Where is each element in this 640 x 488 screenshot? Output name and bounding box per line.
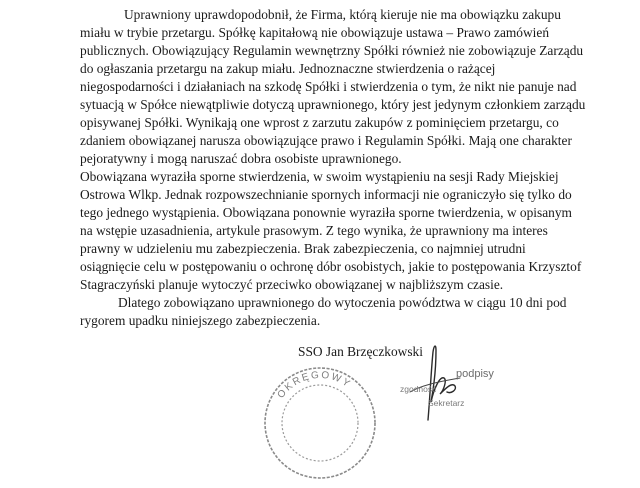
text-line: publicznych. Obowiązujący Regulamin wewnętrzny Spółki również nie zobowiązuje Zarządu: [80, 43, 584, 58]
text-line: do ogłaszania przetargu na zakup miału. Jednoznaczne stwierdzenia o rażącej: [80, 61, 496, 76]
text-line: Ostrowa Wlkp. Jednak rozpowszechnianie spornych informacji nie ograniczyło się tylko do: [80, 187, 572, 202]
text-line: osiągnięcie celu w postępowaniu o ochronę dóbr osobistych, jakie to postępowania Krzysztof: [80, 259, 582, 274]
text-line: prawny w udzieleniu mu zabezpieczenia. Brak zabezpieczenia, co najmniej utrudni: [80, 241, 526, 256]
text-line: Obowiązana wyraziła sporne stwierdzenia, w swoim wystąpieniu na sesji Rady Miejskiej: [80, 169, 559, 184]
court-stamp: [255, 358, 385, 488]
text-line: niegospodarności i działaniach na szkodę Spółki i stwierdzenia o tym, że nikt nie panuje nad: [80, 79, 577, 94]
text-line: Dlatego zobowiązano uprawnionego do wytoczenia powództwa w ciągu 10 dni pod: [118, 295, 567, 310]
text-line: rygorem upadku niniejszego zabezpieczenia.: [80, 313, 321, 328]
text-line: Uprawniony uprawdopodobnił, że Firma, którą kieruje nie ma obowiązku zakupu: [124, 7, 561, 22]
stamp-text-sekretarz: Sekretarz: [428, 398, 465, 408]
handwritten-signature: [400, 342, 490, 422]
judge-name: SSO Jan Brzęczkowski: [298, 344, 423, 359]
text-line: zdaniem obowiązanej narusza obowiązujące prawo i Regulamin Spółki. Mają one charakter: [80, 133, 572, 148]
text-line: tego jednego wystąpienia. Obowiązana ponownie wyraziła sporne twierdzenia, w opisanym: [80, 205, 572, 220]
text-line: pejoratywny i mogą naruszać dobra osobiste uprawnionego.: [80, 151, 402, 166]
text-line: na wstępie uzasadnienia, artykule prasowym. Z tego wynika, że uprawniony ma interes: [80, 223, 548, 238]
stamp-text-podpisy: podpisy: [456, 368, 494, 380]
stamp-text-zgodnosc: zgodność: [400, 384, 437, 394]
stamp-ring-text: OKRĘGOWY: [275, 369, 354, 401]
text-line: Stagraczyński planuje wytoczyć przeciwko obowiązanej w najbliższym czasie.: [80, 277, 504, 292]
text-line: sytuacją w Spółce niewątpliwie dotyczą uprawnionego, który jest jedynym członkiem zarządu: [80, 97, 586, 112]
text-line: miału w trybie przetargu. Spółkę kapitałową nie obowiązuje ustawa – Prawo zamówień: [80, 25, 550, 40]
text-line: opisywanej Spółki. Wynikają one wprost z zarzutu zakupów z pominięciem przetargu, co: [80, 115, 559, 130]
